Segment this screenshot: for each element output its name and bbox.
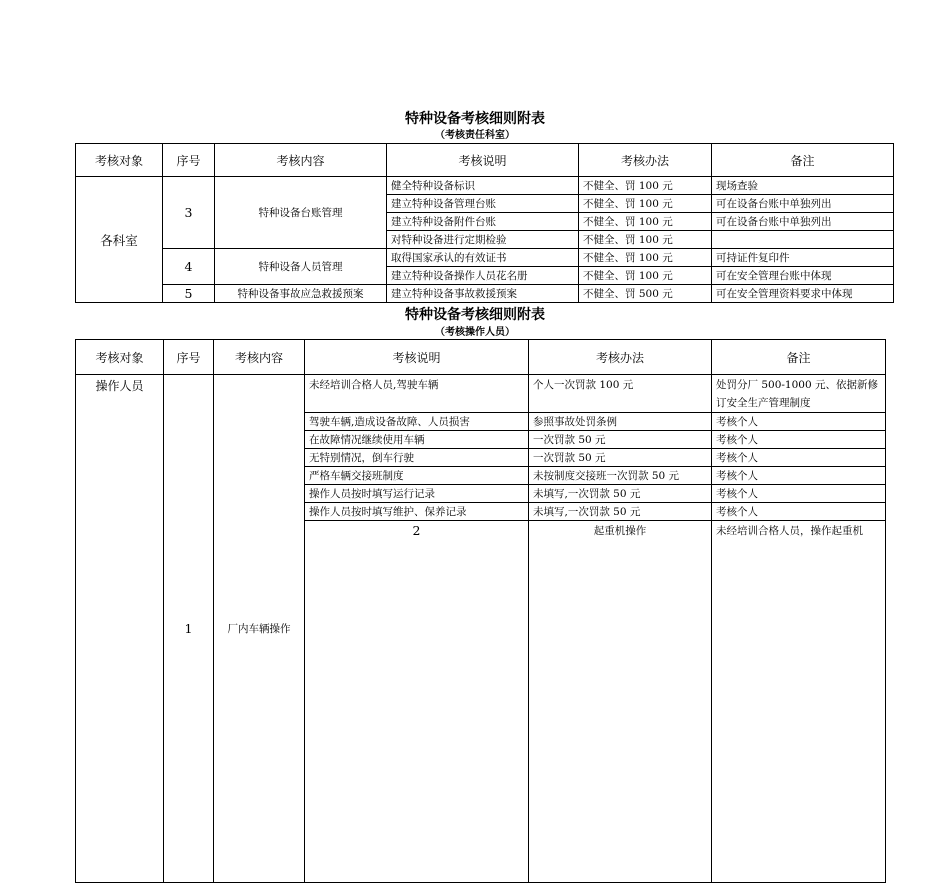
header-content: 考核内容 <box>215 144 387 177</box>
method-cell: 不健全、罚 100 元 <box>579 195 712 213</box>
note-cell: 考核个人 <box>712 449 886 467</box>
header-target: 考核对象 <box>76 340 164 375</box>
table-row <box>76 375 886 413</box>
section1-title: 特种设备考核细则附表 <box>405 111 545 127</box>
method-cell: 不健全、罚 100 元 <box>579 249 712 267</box>
header-no: 序号 <box>163 144 215 177</box>
section1-header-row <box>76 144 894 177</box>
method-cell: 个人一次罚款 100 元 <box>529 375 712 413</box>
note-cell: 考核个人 <box>712 413 886 431</box>
note-cell: 考核个人 <box>712 467 886 485</box>
header-desc: 考核说明 <box>305 340 529 375</box>
content-cell: 厂内车辆操作 <box>214 375 305 883</box>
section2-table <box>75 339 886 883</box>
desc-cell: 建立特种设备事故救援预案 <box>387 285 579 303</box>
note-cell: 处罚分厂 500-1000 元、依据新修订安全生产管理制度 <box>712 375 886 413</box>
desc-cell: 严格车辆交接班制度 <box>305 467 529 485</box>
note-cell <box>712 231 894 249</box>
no-cell: 4 <box>163 249 215 285</box>
content-cell: 起重机操作 <box>529 521 712 883</box>
desc-cell: 建立特种设备操作人员花名册 <box>387 267 579 285</box>
no-cell: 1 <box>164 375 214 883</box>
content-cell: 特种设备人员管理 <box>215 249 387 285</box>
no-cell: 3 <box>163 177 215 249</box>
method-cell: 参照事故处罚条例 <box>529 413 712 431</box>
section1-table <box>75 143 894 303</box>
note-cell: 考核个人 <box>712 503 886 521</box>
desc-cell: 驾驶车辆,造成设备故障、人员损害 <box>305 413 529 431</box>
method-cell: 一次罚款 50 元 <box>529 449 712 467</box>
desc-cell: 无特别情况，倒车行驶 <box>305 449 529 467</box>
desc-cell: 操作人员按时填写维护、保养记录 <box>305 503 529 521</box>
header-note: 备注 <box>712 144 894 177</box>
note-cell: 可在设备台账中单独列出 <box>712 195 894 213</box>
note-cell: 可在安全管理台账中体现 <box>712 267 894 285</box>
target-cell: 操作人员 <box>76 375 164 883</box>
method-cell: 不健全、罚 500 元 <box>579 285 712 303</box>
note-cell: 可在设备台账中单独列出 <box>712 213 894 231</box>
method-cell: 未按制度交接班一次罚款 50 元 <box>529 467 712 485</box>
header-content: 考核内容 <box>214 340 305 375</box>
method-cell: 未填写,一次罚款 50 元 <box>529 503 712 521</box>
target-cell: 各科室 <box>76 177 163 303</box>
desc-cell: 未经培训合格人员，操作起重机 <box>712 521 886 883</box>
table-row <box>76 249 894 267</box>
desc-cell: 取得国家承认的有效证书 <box>387 249 579 267</box>
header-method: 考核办法 <box>579 144 712 177</box>
header-method: 考核办法 <box>529 340 712 375</box>
method-cell: 未填写,一次罚款 50 元 <box>529 485 712 503</box>
section2-header-row <box>76 340 886 375</box>
note-cell: 可在安全管理资料要求中体现 <box>712 285 894 303</box>
table-row <box>76 177 894 195</box>
desc-cell: 建立特种设备管理台账 <box>387 195 579 213</box>
note-cell: 考核个人 <box>712 431 886 449</box>
note-cell: 现场查验 <box>712 177 894 195</box>
content-cell: 特种设备台账管理 <box>215 177 387 249</box>
note-cell: 可持证件复印件 <box>712 249 894 267</box>
method-cell: 不健全、罚 100 元 <box>579 213 712 231</box>
content-cell: 特种设备事故应急救援预案 <box>215 285 387 303</box>
no-cell: 2 <box>305 521 529 883</box>
note-cell: 考核个人 <box>712 485 886 503</box>
header-target: 考核对象 <box>76 144 163 177</box>
method-cell: 不健全、罚 100 元 <box>579 177 712 195</box>
desc-cell: 建立特种设备附件台账 <box>387 213 579 231</box>
method-cell: 一次罚款 50 元 <box>529 431 712 449</box>
header-note: 备注 <box>712 340 886 375</box>
table-row <box>76 285 894 303</box>
section2-title: 特种设备考核细则附表 <box>405 307 545 323</box>
desc-cell: 未经培训合格人员,驾驶车辆 <box>305 375 529 413</box>
header-no: 序号 <box>164 340 214 375</box>
desc-cell: 在故障情况继续使用车辆 <box>305 431 529 449</box>
no-cell: 5 <box>163 285 215 303</box>
header-desc: 考核说明 <box>387 144 579 177</box>
section1-subtitle: （考核责任科室） <box>435 130 515 141</box>
desc-cell: 健全特种设备标识 <box>387 177 579 195</box>
section2-subtitle: （考核操作人员） <box>435 327 515 338</box>
desc-cell: 操作人员按时填写运行记录 <box>305 485 529 503</box>
method-cell: 不健全、罚 100 元 <box>579 231 712 249</box>
method-cell: 不健全、罚 100 元 <box>579 267 712 285</box>
desc-cell: 对特种设备进行定期检验 <box>387 231 579 249</box>
